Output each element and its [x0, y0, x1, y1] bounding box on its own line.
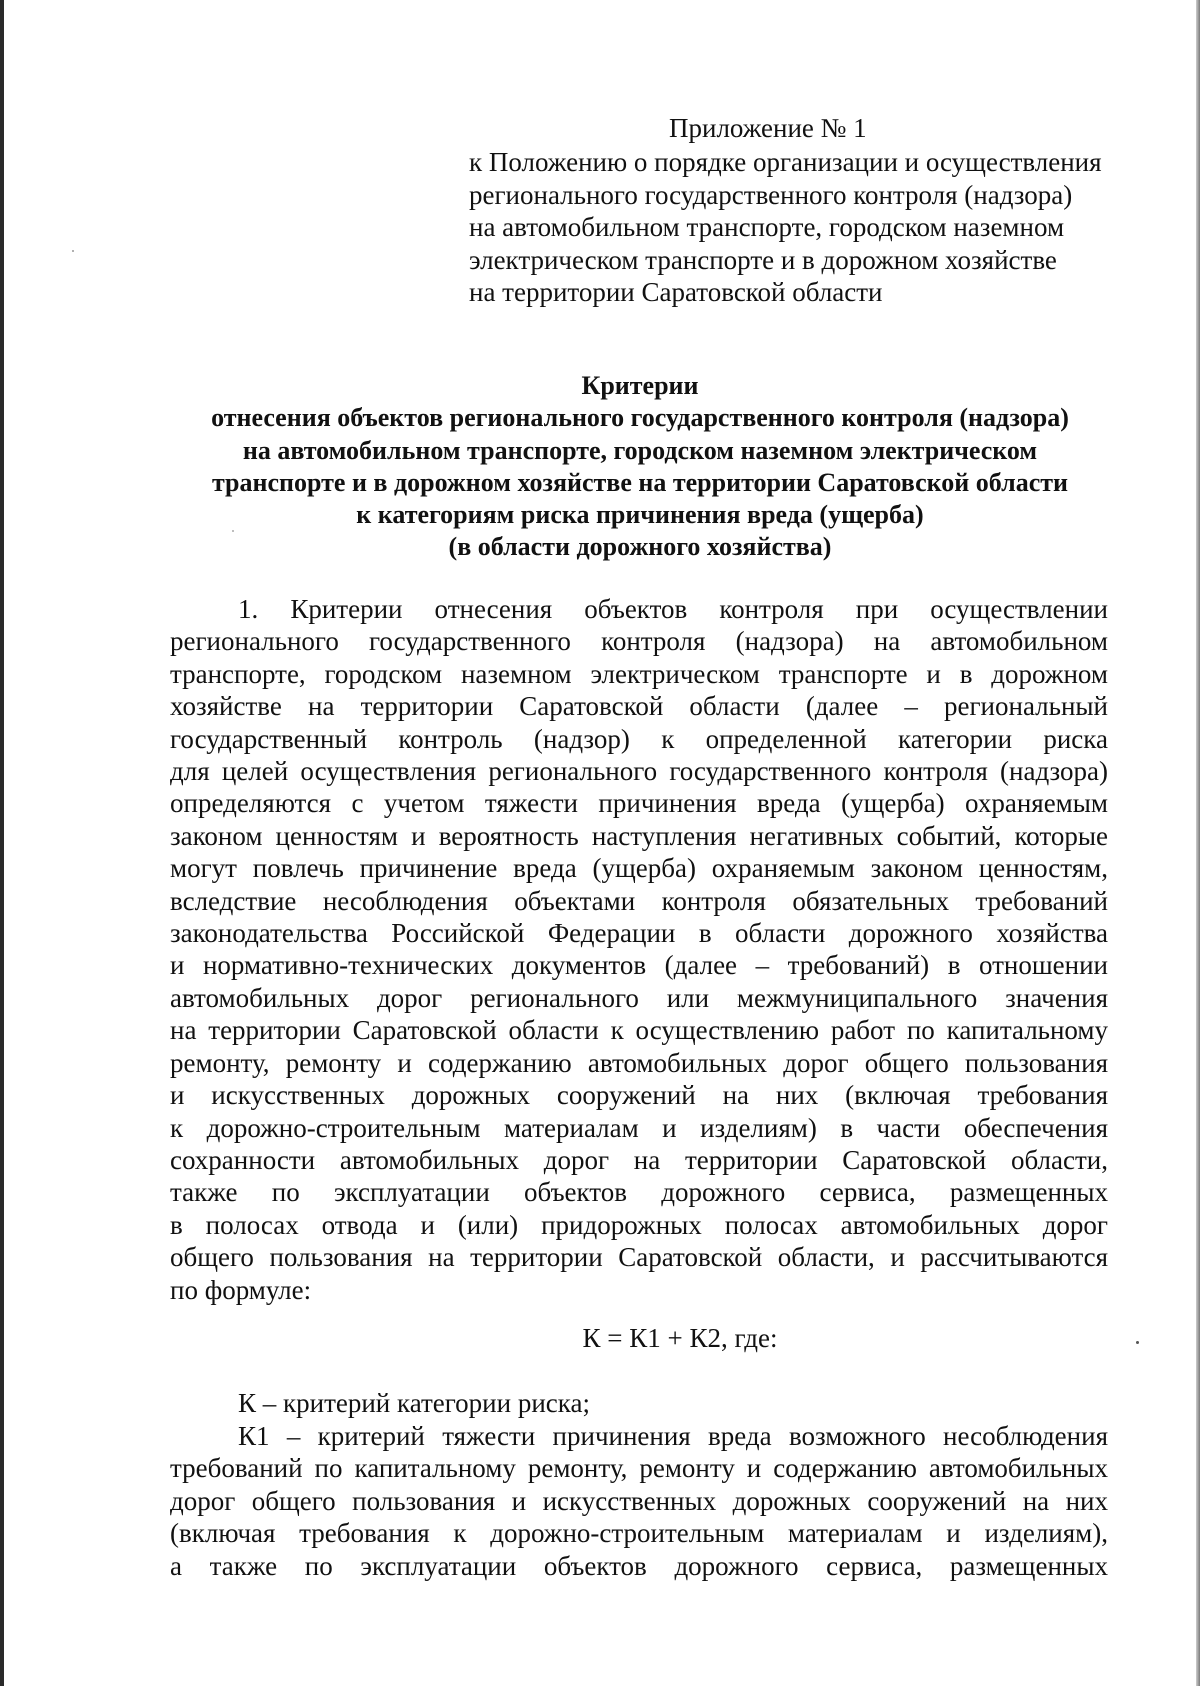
paragraph-line: законодательства Российской Федерации в области дорожного хозяйства: [170, 918, 1108, 949]
paragraph-line: к дорожно-строительным материалам и изделиям) в части обеспечения: [170, 1112, 1108, 1143]
paragraph-line: регионального государственного контроля (надзора) на автомобильном: [170, 626, 1108, 657]
paragraph-line: по формуле:: [170, 1274, 312, 1305]
paragraph-line: законом ценностям и вероятность наступления негативных событий, которые: [170, 820, 1108, 851]
scan-speck: [1136, 1341, 1139, 1344]
appendix-reference-line: на автомобильном транспорте, городском наземном: [469, 212, 1065, 242]
paragraph-line: и искусственных дорожных сооружений на них (включая требования: [170, 1080, 1108, 1111]
definition-k1-line: требований по капитальному ремонту, ремонту и содержанию автомобильных: [170, 1453, 1108, 1484]
title-line: (в области дорожного хозяйства): [448, 532, 832, 562]
paragraph-line: определяются с учетом тяжести причинения вреда (ущерба) охраняемым: [170, 788, 1108, 819]
paragraph-line: государственный контроль (надзор) к определенной категории риска: [170, 723, 1108, 754]
paragraph-line: вследствие несоблюдения объектами контроля обязательных требований: [170, 885, 1108, 916]
scan-speck: [232, 530, 234, 532]
paragraph-criteria: [170, 593, 1108, 1306]
paragraph-line: в полосах отвода и (или) придорожных полосах автомобильных дорог: [170, 1209, 1108, 1240]
paragraph-line: ремонту, ремонту и содержанию автомобильных дорог общего пользования: [170, 1047, 1108, 1078]
paragraph-line: 1. Критерии отнесения объектов контроля при осуществлении: [238, 594, 1108, 624]
title-line: к категориям риска причинения вреда (ущерба): [356, 500, 924, 530]
title-line: отнесения объектов регионального государственного контроля (надзора): [211, 403, 1069, 433]
paragraph-line: общего пользования на территории Саратовской области, и рассчитываются: [170, 1242, 1108, 1273]
title-line: транспорте и в дорожном хозяйстве на территории Саратовской области: [211, 467, 1069, 497]
paragraph-line: хозяйстве на территории Саратовской области (далее – региональный: [170, 691, 1108, 722]
appendix-number: Приложение № 1: [669, 113, 867, 143]
definition-k: К – критерий категории риска;: [238, 1388, 590, 1418]
paragraph-line: автомобильных дорог регионального или межмуниципального значения: [170, 982, 1108, 1013]
appendix-reference-line: электрическом транспорте и в дорожном хозяйстве: [469, 244, 1057, 275]
definition-k1-line: а также по эксплуатации объектов дорожного сервиса, размещенных: [170, 1550, 1108, 1581]
definition-k1-line: К1 – критерий тяжести причинения вреда возможного несоблюдения: [238, 1421, 1108, 1451]
paragraph-line: транспорте, городском наземном электрическом транспорте и в дорожном: [170, 658, 1108, 689]
paragraph-line: могут повлечь причинение вреда (ущерба) охраняемым законом ценностям,: [170, 853, 1108, 884]
definition-k1-line: дорог общего пользования и искусственных дорожных сооружений на них: [170, 1485, 1108, 1516]
appendix-reference: [469, 146, 1169, 309]
paragraph-line: сохранности автомобильных дорог на территории Саратовской области,: [170, 1144, 1108, 1175]
definition-k1-line: (включая требования к дорожно-строительным материалам и изделиям),: [170, 1518, 1108, 1549]
definition-k1: [170, 1420, 1108, 1582]
paragraph-line: на территории Саратовской области к осуществлению работ по капитальному: [170, 1015, 1108, 1046]
paragraph-line: для целей осуществления регионального государственного контроля (надзора): [170, 756, 1108, 787]
scan-speck: [72, 250, 74, 252]
appendix-reference-line: регионального государственного контроля (надзора): [469, 179, 1073, 210]
title-line: на автомобильном транспорте, городском наземном электрическом: [242, 435, 1038, 465]
risk-formula-text: К = К1 + К2, где:: [582, 1323, 778, 1353]
risk-formula: [170, 1322, 1108, 1354]
document-title: [140, 370, 1140, 564]
appendix-reference-line: на территории Саратовской области: [469, 277, 883, 307]
paragraph-line: и нормативно-технических документов (далее – требований) в отношении: [170, 950, 1108, 981]
title-line: Критерии: [581, 371, 699, 400]
appendix-reference-line: к Положению о порядке организации и осуществления: [469, 147, 1102, 177]
paragraph-line: также по эксплуатации объектов дорожного сервиса, размещенных: [170, 1177, 1108, 1208]
